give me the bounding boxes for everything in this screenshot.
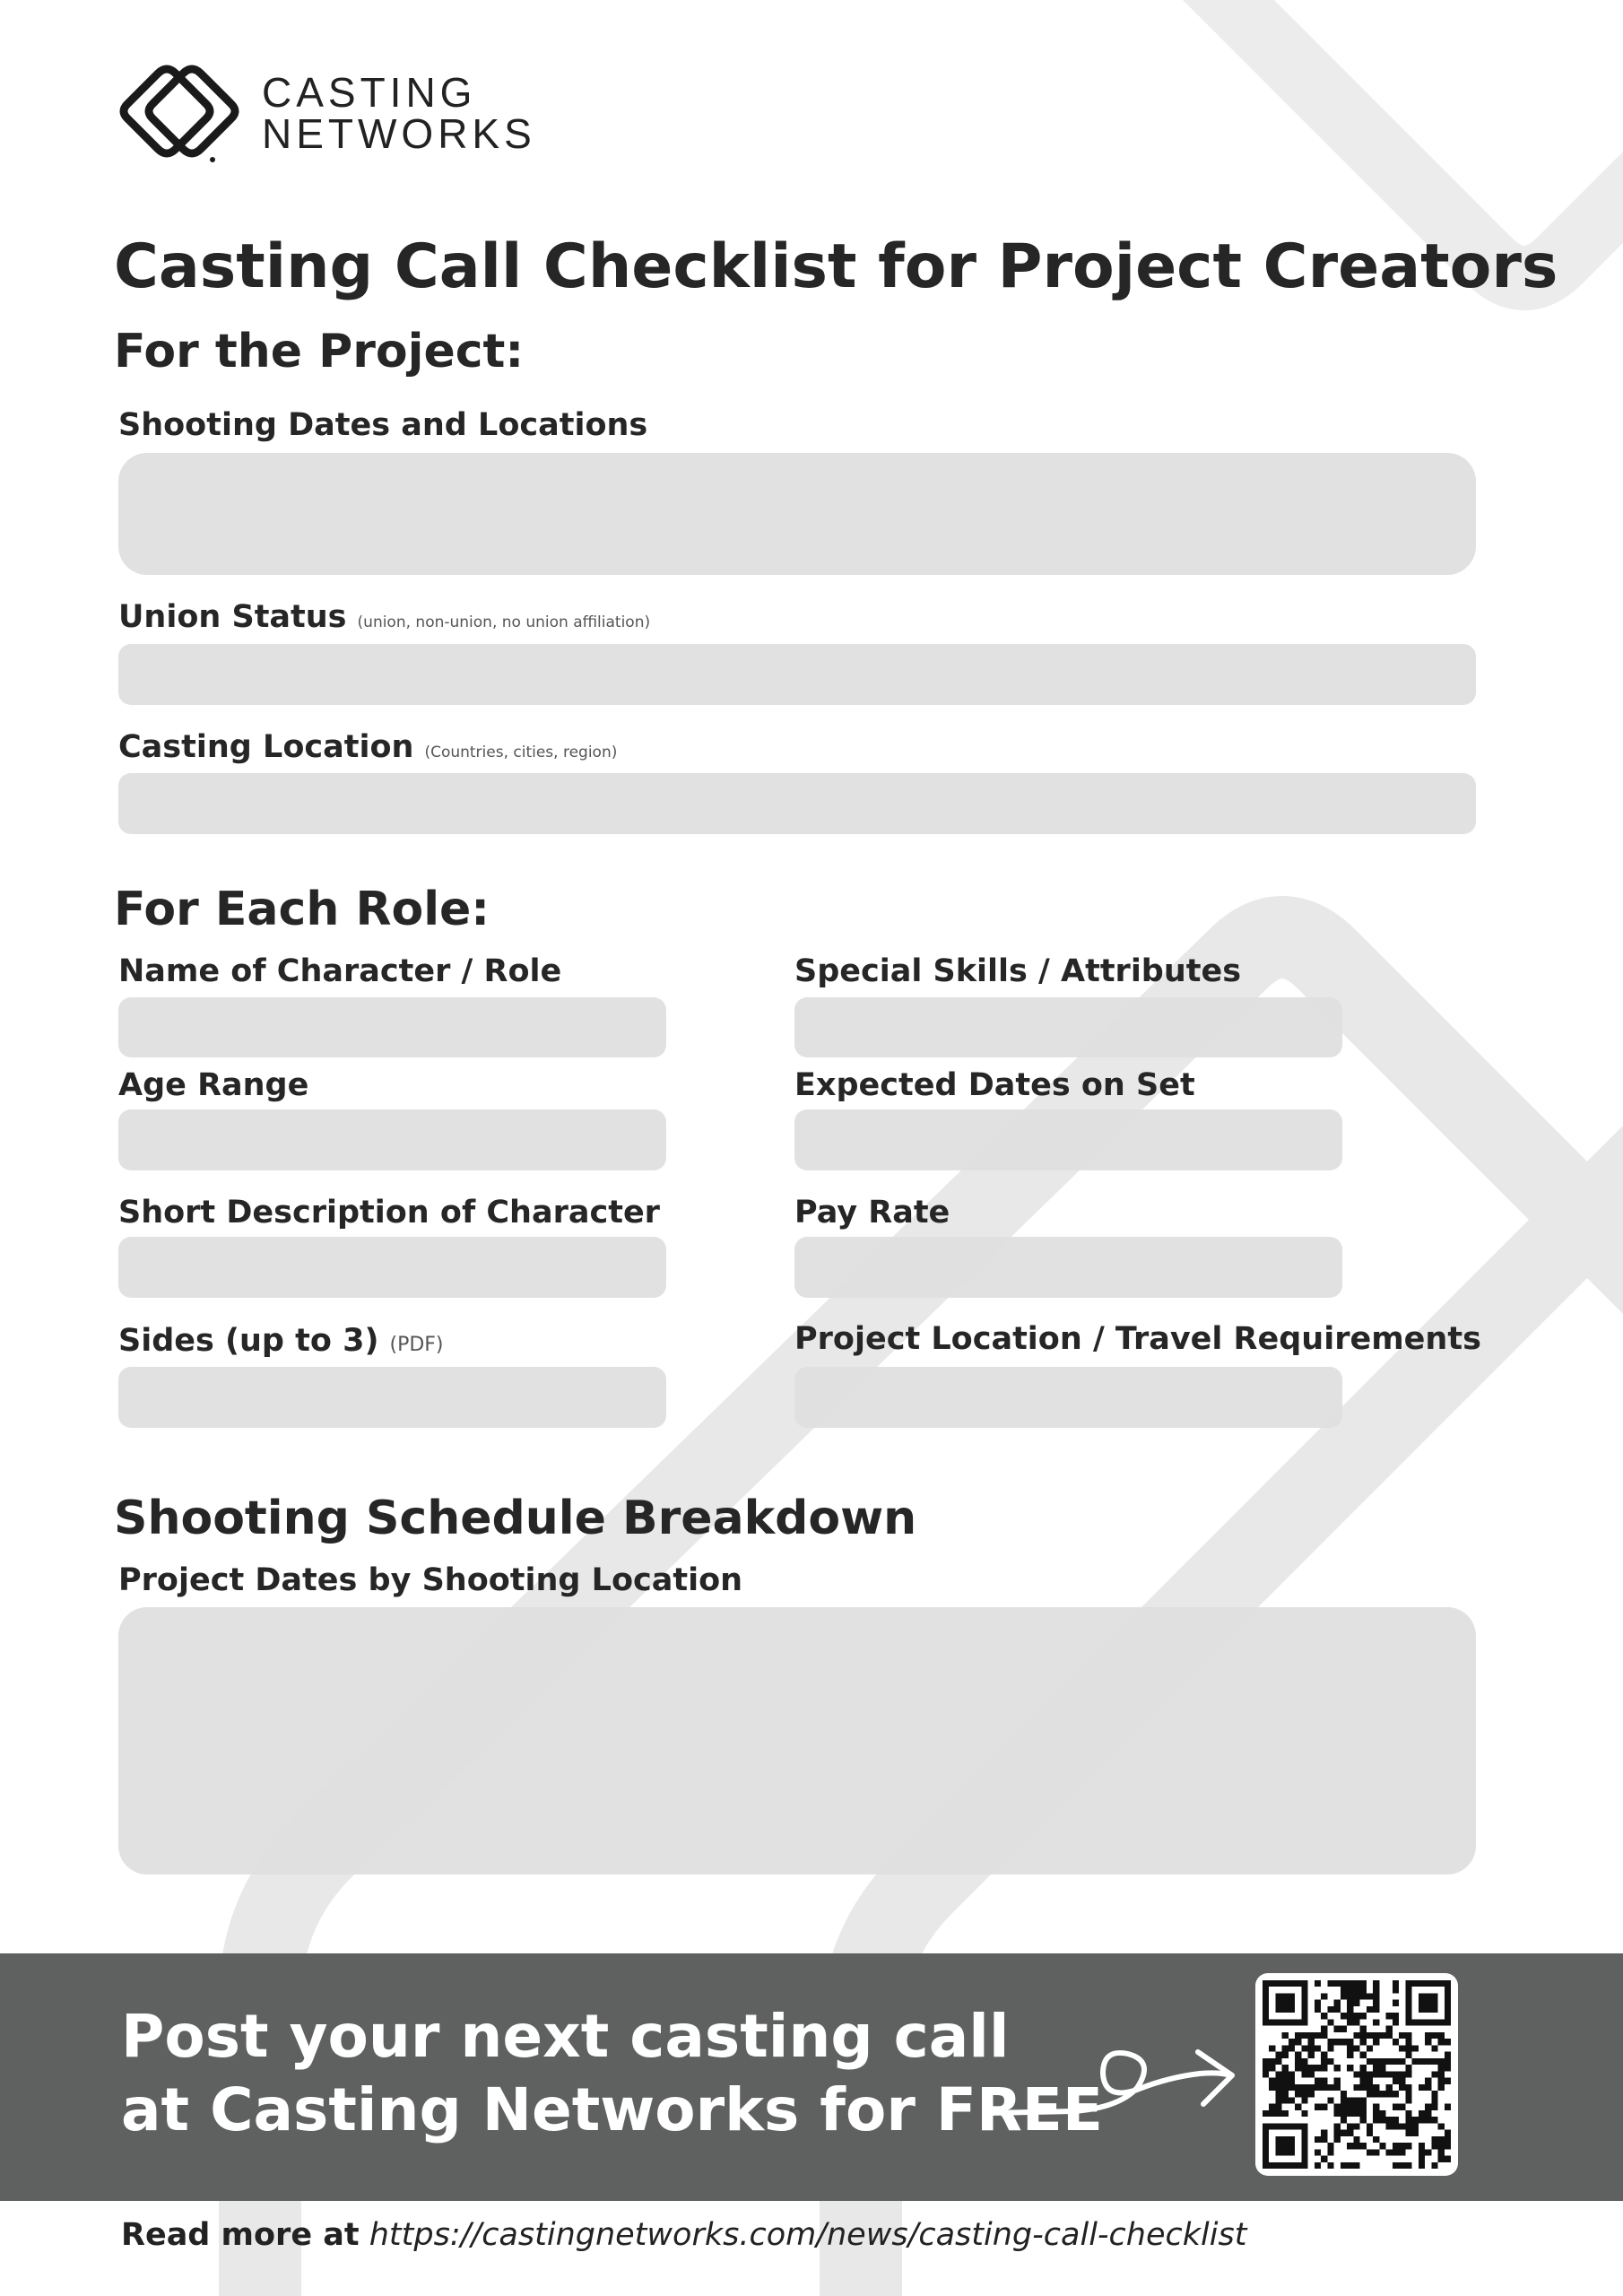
casting-location-field[interactable] bbox=[118, 773, 1476, 834]
read-more-label: Read more at bbox=[121, 2217, 360, 2253]
footer-read-more bbox=[121, 2217, 1246, 2253]
qr-code[interactable] bbox=[1255, 1973, 1458, 2176]
logo-wordmark bbox=[262, 69, 536, 157]
article-link[interactable]: https://castingnetworks.com/news/casting-call-checklist bbox=[369, 2217, 1247, 2253]
dates-on-set-field[interactable] bbox=[794, 1109, 1342, 1170]
sides-hint: (PDF) bbox=[389, 1334, 444, 1356]
brand-logo[interactable] bbox=[117, 59, 536, 167]
sides-label bbox=[118, 1323, 444, 1359]
pay-rate-label: Pay Rate bbox=[794, 1195, 950, 1231]
logo-line-1: CASTING bbox=[262, 69, 477, 116]
special-skills-field[interactable] bbox=[794, 997, 1342, 1057]
pay-rate-field[interactable] bbox=[794, 1237, 1342, 1298]
qr-code-icon bbox=[1263, 1980, 1451, 2169]
casting-networks-diamond-icon bbox=[117, 59, 244, 167]
travel-requirements-field[interactable] bbox=[794, 1367, 1342, 1428]
travel-requirements-label: Project Location / Travel Requirements bbox=[794, 1321, 1481, 1357]
logo-line-2: NETWORKS bbox=[262, 110, 536, 157]
character-description-label: Short Description of Character bbox=[118, 1195, 660, 1231]
casting-location-label bbox=[118, 729, 617, 765]
union-status-field[interactable] bbox=[118, 644, 1476, 705]
sides-label-text: Sides (up to 3) bbox=[118, 1323, 379, 1359]
shooting-dates-label: Shooting Dates and Locations bbox=[118, 407, 648, 443]
banner-line-1: Post your next casting call bbox=[121, 2002, 1010, 2071]
dates-by-location-label: Project Dates by Shooting Location bbox=[118, 1562, 743, 1598]
document-title: Casting Call Checklist for Project Creators bbox=[114, 231, 1558, 302]
special-skills-label: Special Skills / Attributes bbox=[794, 953, 1242, 989]
sides-field[interactable] bbox=[118, 1367, 666, 1428]
project-section-heading: For the Project: bbox=[114, 325, 525, 378]
role-name-field[interactable] bbox=[118, 997, 666, 1057]
age-range-label: Age Range bbox=[118, 1067, 309, 1103]
character-description-field[interactable] bbox=[118, 1237, 666, 1298]
age-range-field[interactable] bbox=[118, 1109, 666, 1170]
union-status-label-text: Union Status bbox=[118, 599, 347, 635]
union-status-label bbox=[118, 599, 650, 635]
casting-location-label-text: Casting Location bbox=[118, 729, 414, 765]
union-status-hint: (union, non-union, no union affiliation) bbox=[357, 613, 651, 631]
role-section-heading: For Each Role: bbox=[114, 883, 490, 936]
casting-location-hint: (Countries, cities, region) bbox=[424, 744, 618, 761]
role-name-label: Name of Character / Role bbox=[118, 953, 562, 989]
squiggle-arrow-icon bbox=[985, 2034, 1245, 2133]
dates-on-set-label: Expected Dates on Set bbox=[794, 1067, 1195, 1103]
dates-by-location-field[interactable] bbox=[118, 1607, 1476, 1874]
shooting-dates-field[interactable] bbox=[118, 453, 1476, 575]
schedule-section-heading: Shooting Schedule Breakdown bbox=[114, 1492, 917, 1545]
banner-line-2: at Casting Networks for FREE bbox=[121, 2075, 1103, 2144]
